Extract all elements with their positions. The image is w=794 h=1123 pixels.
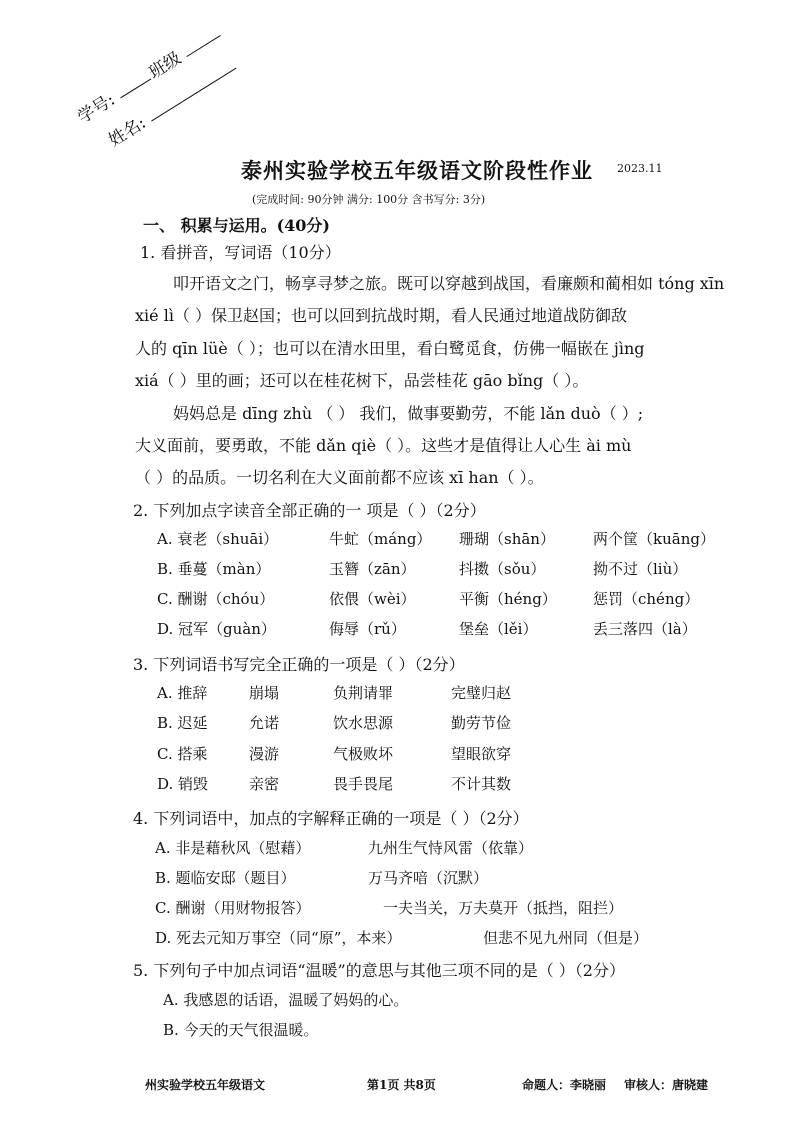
- q2-option-d-3: 堡垒（lěi）: [459, 620, 538, 638]
- q3-option-b-4: 勤劳节俭: [451, 714, 512, 732]
- footer-reviewer: 审核人：唐晓建: [624, 1078, 709, 1092]
- q2-option-d-4: 丢三落四（là）: [593, 620, 697, 638]
- q3-option-a-4: 完璧归赵: [451, 684, 512, 702]
- q1-line-6: 大义面前，要勇敢，不能 dǎn qiè（ ）。这些才是值得让人心生 ài mù: [135, 436, 632, 455]
- q2-option-b-4: 拗不过（liù）: [593, 560, 688, 578]
- q2-option-c-2: 依偎（wèi）: [329, 590, 416, 608]
- q5-option-b: B. 今天的天气很温暖。: [163, 1021, 319, 1039]
- student-no-line: [120, 78, 151, 98]
- exam-date: 2023.11: [617, 162, 663, 175]
- q3-option-a-2: 崩塌: [249, 684, 280, 702]
- q2-option-a-4: 两个筐（kuāng）: [593, 530, 715, 548]
- q3-option-c-3: 气极败坏: [333, 745, 394, 763]
- q3-option-b-1: B. 迟延: [157, 714, 208, 732]
- q3-option-d-3: 畏手畏尾: [333, 775, 394, 793]
- q1-title: 1. 看拼音，写词语（10分）: [140, 243, 341, 262]
- q1-line-1: 叩开语文之门，畅享寻梦之旅。既可以穿越到战国，看廉颇和蔺相如 tóng xīn: [173, 274, 725, 293]
- q3-option-c-4: 望眼欲穿: [451, 745, 512, 763]
- q2-option-b-2: 玉簪（zān）: [329, 560, 416, 578]
- name-label: 姓名:: [105, 112, 150, 151]
- q3-option-d-2: 亲密: [249, 775, 280, 793]
- q1-line-2: xié lì（ ）保卫赵国；也可以回到抗战时期，看人民通过地道战防御敌: [135, 306, 628, 325]
- exam-info: (完成时间: 90分钟 满分: 100分 含书写分: 3分): [252, 193, 486, 206]
- q1-line-3: 人的 qīn lüè（ ）；也可以在清水田里，看白鹭觅食，仿佛一幅嵌在 jìng: [135, 339, 645, 358]
- q4-title: 4. 下列词语中，加点的字解释正确的一项是（ ）（2分）: [133, 809, 529, 828]
- q2-option-c-1: C. 酬谢（chóu）: [157, 590, 275, 608]
- q2-option-a-3: 珊瑚（shān）: [459, 530, 555, 548]
- q2-option-a-1: A. 衰老（shuāi）: [157, 530, 279, 548]
- q2-option-a-2: 牛虻（máng）: [329, 530, 432, 548]
- q2-option-c-4: 惩罚（chéng）: [593, 590, 700, 608]
- section-1-title: 一、 积累与运用。(40分): [143, 216, 330, 235]
- q2-option-c-3: 平衡（héng）: [459, 590, 557, 608]
- q4-option-b-2: 万马齐喑（沉默）: [368, 869, 489, 887]
- q3-option-b-2: 允诺: [249, 714, 280, 732]
- q5-title: 5. 下列句子中加点词语“温暖”的意思与其他三项不同的是（ ）（2分）: [133, 961, 625, 980]
- q3-title: 3. 下列词语书写完全正确的一项是（ ）（2分）: [133, 655, 465, 674]
- q2-option-d-2: 侮辱（rǔ）: [329, 620, 406, 638]
- student-info-stamp: [60, 3, 259, 190]
- q3-option-b-3: 饮水思源: [333, 714, 394, 732]
- student-no-label: 学号:: [74, 89, 119, 128]
- q4-option-a-1: A. 非是藉秋风（慰藉）: [155, 839, 311, 857]
- footer-page-number: 第1页 共8页: [367, 1078, 436, 1092]
- q3-option-d-4: 不计其数: [451, 775, 512, 793]
- q3-option-c-1: C. 搭乘: [157, 745, 208, 763]
- q4-option-b-1: B. 题临安邸（题目）: [155, 869, 296, 887]
- page-title: 泰州实验学校五年级语文阶段性作业: [241, 158, 593, 183]
- q1-line-5: 妈妈总是 dīng zhù （ ） 我们，做事要勤劳，不能 lǎn duò（ ）;: [173, 404, 644, 423]
- class-label: 班级: [145, 48, 185, 84]
- q3-option-a-1: A. 推辞: [157, 684, 208, 702]
- q3-option-d-1: D. 销毁: [157, 775, 209, 793]
- q4-option-c-1: C. 酬谢（用财物报答）: [155, 899, 311, 917]
- q4-option-d-1: D. 死去元知万事空（同“原”，本来）: [155, 929, 402, 947]
- class-line: [186, 35, 220, 57]
- q2-option-b-3: 抖擞（sǒu）: [459, 560, 546, 578]
- q4-option-a-2: 九州生气恃风雷（依靠）: [368, 839, 534, 857]
- q3-option-c-2: 漫游: [249, 745, 280, 763]
- footer-school: 州实验学校五年级语文: [145, 1078, 266, 1092]
- q4-option-d-2: 但悲不见九州同（但是）: [483, 929, 649, 947]
- footer-author: 命题人：李晓丽: [522, 1078, 607, 1092]
- q2-option-d-1: D. 冠军（guàn）: [157, 620, 276, 638]
- q5-option-a: A. 我感恩的话语，温暖了妈妈的心。: [163, 991, 409, 1009]
- q1-line-4: xiá（ ）里的画；还可以在桂花树下，品尝桂花 gāo bǐng（ ）。: [135, 371, 589, 390]
- q2-title: 2. 下列加点字读音全部正确的一 项是（ ）（2分）: [133, 501, 486, 520]
- q2-option-b-1: B. 垂蔓（màn）: [157, 560, 271, 578]
- q4-option-c-2: 一夫当关，万夫莫开（抵挡，阻拦）: [383, 899, 624, 917]
- q1-line-7: （ ）的品质。一切名利在大义面前都不应该 xī han（ ）。: [135, 468, 544, 487]
- q3-option-a-3: 负荆请罪: [333, 684, 394, 702]
